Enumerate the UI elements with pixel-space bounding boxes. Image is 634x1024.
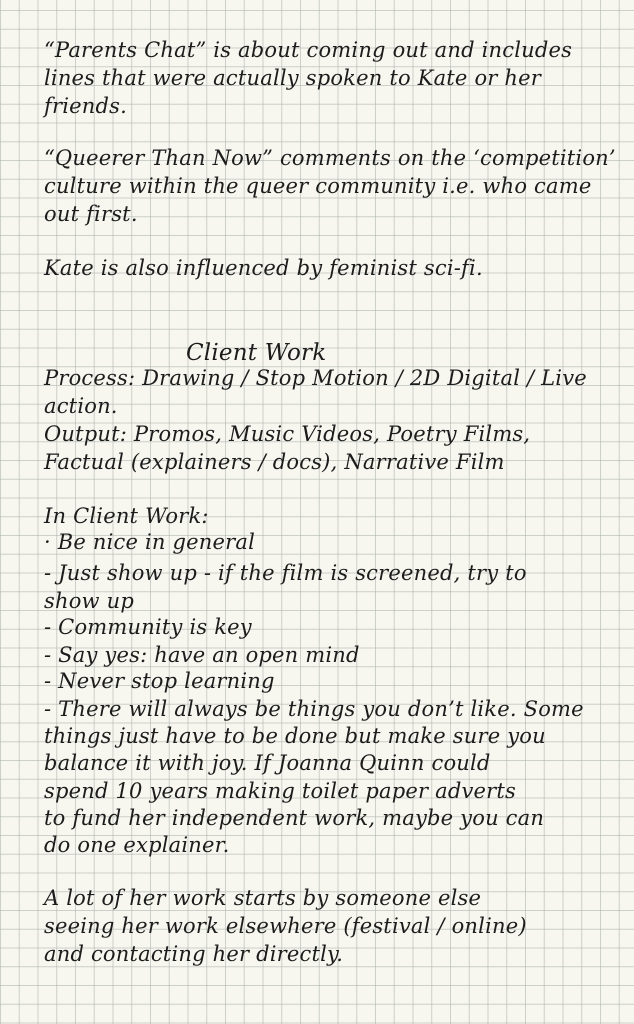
note-line: action. [44,394,118,418]
note-line: things just have to be done but make sure you [44,724,546,748]
list-item: - Just show up - if the film is screened, try to [44,561,527,585]
note-line: A lot of her work starts by someone else [44,886,482,910]
note-line: Output: Promos, Music Videos, Poetry Films, [44,422,531,446]
note-line: seeing her work elsewhere (festival / online) [44,914,527,938]
note-line: and contacting her directly. [44,942,344,966]
list-item: - Say yes: have an open mind [44,643,360,667]
list-item: - Never stop learning [44,669,275,693]
note-line: culture within the queer community i.e. who came [44,174,592,198]
list-item: - Community is key [44,615,252,639]
note-line: “Queerer Than Now” comments on the ‘competition’ [44,146,616,170]
list-item: - There will always be things you don’t like. Some [44,697,584,721]
section-heading-client-work: Client Work [186,340,327,366]
note-line: to fund her independent work, maybe you can [44,806,545,830]
note-line: balance it with joy. If Joanna Quinn could [44,751,491,775]
note-line: show up [44,589,134,613]
note-line: In Client Work: [44,504,209,528]
note-line: lines that were actually spoken to Kate or her [44,66,541,90]
note-line: friends. [44,94,127,118]
note-line: “Parents Chat” is about coming out and includes [44,38,573,62]
note-line: spend 10 years making toilet paper adverts [44,779,517,803]
note-line: do one explainer. [44,833,230,857]
note-line: Process: Drawing / Stop Motion / 2D Digital / Live [44,366,587,390]
list-item: · Be nice in general [44,530,256,554]
note-line: out first. [44,202,138,226]
note-line: Factual (explainers / docs), Narrative Film [44,450,505,474]
note-line: Kate is also influenced by feminist sci-fi. [44,256,483,280]
